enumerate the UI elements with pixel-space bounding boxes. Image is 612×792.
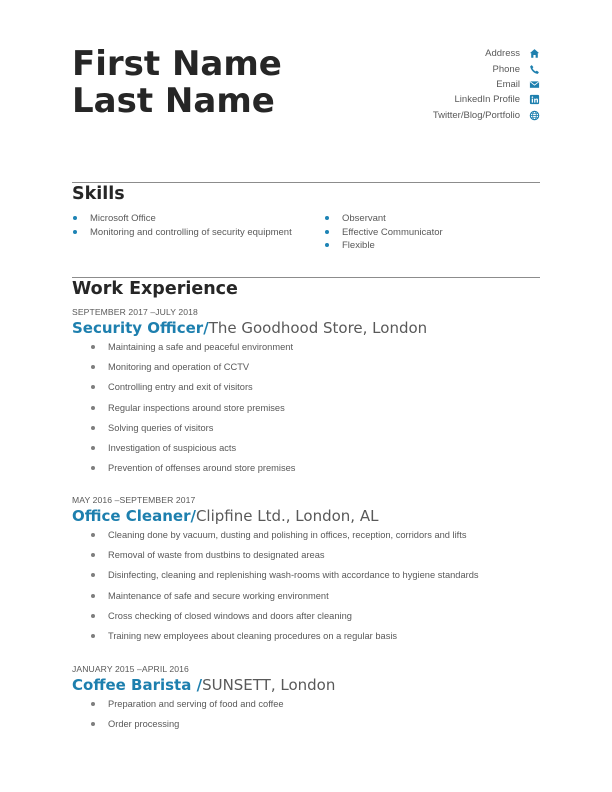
- full-name: [72, 46, 282, 120]
- contact-address: [340, 46, 540, 61]
- contact-twitter-blog: [340, 108, 540, 123]
- home-icon: [528, 48, 540, 60]
- duty-item: Investigation of suspicious acts: [72, 442, 540, 462]
- globe-icon: [528, 109, 540, 121]
- job-duties: [72, 698, 540, 738]
- job-company: SUNSETT, London: [202, 676, 336, 694]
- duty-item: Solving queries of visitors: [72, 422, 540, 442]
- duty-item: Cross checking of closed windows and doors after cleaning: [72, 610, 540, 630]
- job-company: The Goodhood Store, London: [208, 319, 428, 337]
- duty-item: Prevention of offenses around store premises: [72, 462, 540, 482]
- skills-heading: Skills: [72, 184, 125, 204]
- contact-linkedin: [340, 92, 540, 107]
- skill-item: Effective Communicator: [324, 226, 540, 240]
- duty-item: Maintaining a safe and peaceful environment: [72, 341, 540, 361]
- contact-phone: [340, 61, 540, 76]
- job-role: Security Officer/: [72, 319, 209, 337]
- duty-item: Monitoring and operation of CCTV: [72, 361, 540, 381]
- job-duties: [72, 341, 540, 482]
- email-icon: [528, 78, 540, 90]
- contact-twitter-label: Twitter/Blog/Portfolio: [432, 109, 520, 121]
- skills-divider: [72, 182, 540, 183]
- skill-item: Monitoring and controlling of security equipment: [72, 226, 306, 240]
- duty-item: Removal of waste from dustbins to designated areas: [72, 549, 540, 569]
- contact-phone-label: Phone: [492, 63, 520, 75]
- duty-item: Training new employees about cleaning procedures on a regular basis: [72, 630, 540, 650]
- job-company: Clipfine Ltd., London, AL: [195, 507, 379, 525]
- duty-item: Controlling entry and exit of visitors: [72, 381, 540, 401]
- job-duties: [72, 529, 540, 650]
- job-title: [72, 319, 427, 337]
- skill-item: Flexible: [324, 239, 540, 253]
- job-role: Office Cleaner/: [72, 507, 196, 525]
- job-title: [72, 507, 378, 525]
- contact-email: [340, 77, 540, 92]
- job-date: JANUARY 2015 –APRIL 2016: [72, 664, 189, 674]
- job-date: SEPTEMBER 2017 –JULY 2018: [72, 307, 198, 317]
- job-title: [72, 676, 335, 694]
- job-date: MAY 2016 –SEPTEMBER 2017: [72, 495, 196, 505]
- contact-email-label: Email: [496, 78, 520, 90]
- skill-item: Microsoft Office: [72, 212, 306, 226]
- linkedin-icon: [528, 94, 540, 106]
- duty-item: Maintenance of safe and secure working environment: [72, 590, 540, 610]
- experience-heading: Work Experience: [72, 279, 238, 299]
- duty-item: Preparation and serving of food and coffee: [72, 698, 540, 718]
- skills-list-right: [324, 212, 540, 253]
- contact-address-label: Address: [485, 48, 520, 60]
- experience-divider: [72, 277, 540, 278]
- duty-item: Disinfecting, cleaning and replenishing wash-rooms with accordance to hygiene standards: [72, 569, 540, 589]
- last-name: Last Name: [72, 81, 275, 121]
- job-role: Coffee Barista /: [72, 676, 203, 694]
- skill-item: Observant: [324, 212, 540, 226]
- duty-item: Order processing: [72, 718, 540, 738]
- skills-list-left: [72, 212, 306, 239]
- first-name: First Name: [72, 44, 282, 84]
- contact-block: [340, 46, 540, 123]
- contact-linkedin-label: LinkedIn Profile: [454, 94, 520, 106]
- phone-icon: [528, 63, 540, 75]
- duty-item: Regular inspections around store premises: [72, 402, 540, 422]
- duty-item: Cleaning done by vacuum, dusting and polishing in offices, reception, corridors and lifts: [72, 529, 540, 549]
